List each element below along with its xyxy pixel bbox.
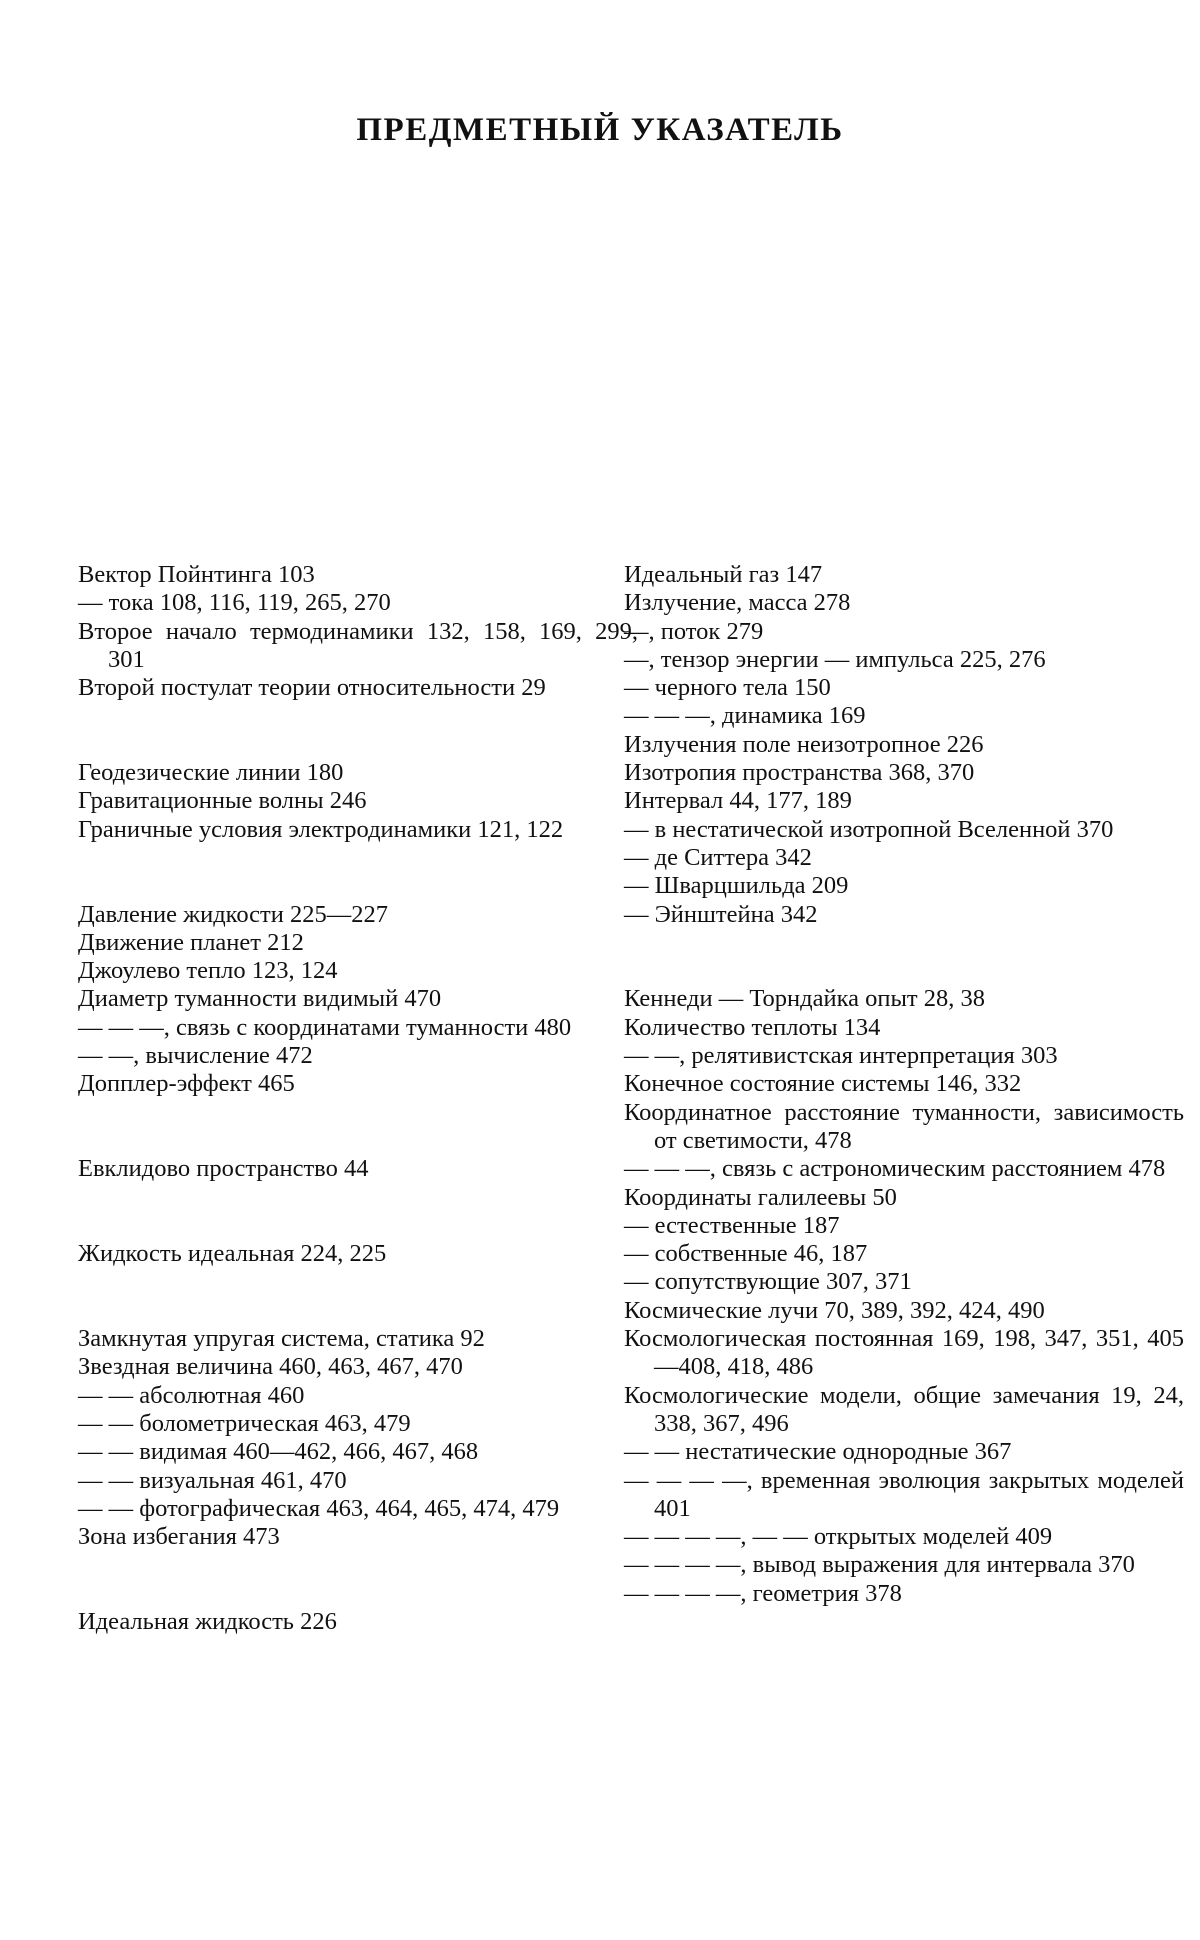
index-entry: Идеальный газ 147 bbox=[624, 561, 823, 588]
index-entry: Допплер-эффект 465 bbox=[78, 1070, 295, 1098]
index-entry: — —, релятивистская интерпретация 303 bbox=[624, 1042, 1058, 1070]
index-entry: — — нестатические однородные 367 bbox=[624, 1438, 1012, 1466]
index-entry: — — —, связь с координатами туманности 480 bbox=[78, 1013, 572, 1041]
section-gap bbox=[624, 929, 1184, 986]
index-entry: Зона избегания 473 bbox=[78, 1523, 280, 1551]
page-title: ПРЕДМЕТНЫЙ УКАЗАТЕЛЬ bbox=[356, 112, 844, 148]
index-entry: Космологические модели, общие замечания 19, 24, 338, 367, 496 bbox=[624, 1381, 1184, 1437]
index-entry: — — абсолютная 460 bbox=[78, 1381, 305, 1409]
section-gap bbox=[78, 1099, 638, 1156]
index-entry: — — видимая 460—462, 466, 467, 468 bbox=[78, 1438, 479, 1466]
index-entry: — собственные 46, 187 bbox=[624, 1240, 868, 1268]
index-entry: Изотропия пространства 368, 370 bbox=[624, 759, 975, 787]
index-entry: Интервал 44, 177, 189 bbox=[624, 787, 852, 815]
index-column-right bbox=[624, 561, 1184, 1608]
index-entry: Граничные условия электродинамики 121, 122 bbox=[78, 815, 564, 843]
section-gap bbox=[78, 844, 638, 901]
index-entry: Замкнутая упругая система, статика 92 bbox=[78, 1325, 485, 1353]
index-entry: — сопутствующие 307, 371 bbox=[624, 1268, 912, 1296]
index-entry: Координатное расстояние туманности, зависимость от светимости, 478 bbox=[624, 1098, 1184, 1154]
index-entry: —, тензор энергии — импульса 225, 276 bbox=[624, 645, 1046, 673]
index-entry: — — —, динамика 169 bbox=[624, 702, 866, 730]
index-entry: — — — —, вывод выражения для интервала 370 bbox=[624, 1551, 1135, 1579]
index-entry: — — болометрическая 463, 479 bbox=[78, 1409, 411, 1437]
index-entry: Количество теплоты 134 bbox=[624, 1013, 881, 1041]
section-gap bbox=[78, 1551, 638, 1608]
index-entry: — — — —, геометрия 378 bbox=[624, 1579, 902, 1607]
index-entry: — Эйнштейна 342 bbox=[624, 900, 818, 928]
index-entry: — — — —, временная эволюция закрытых моделей 401 bbox=[624, 1466, 1184, 1522]
index-column-left bbox=[78, 561, 638, 1636]
index-entry: Евклидово пространство 44 bbox=[78, 1155, 369, 1183]
index-entry: Излучение, масса 278 bbox=[624, 589, 851, 617]
index-entry: — де Ситтера 342 bbox=[624, 843, 812, 871]
index-entry: Второе начало термодинамики 132, 158, 169, 299, 301 bbox=[78, 617, 638, 673]
index-entry: Второй постулат теории относительности 29 bbox=[78, 674, 546, 702]
section-gap bbox=[78, 702, 638, 759]
index-entry: Излучения поле неизотропное 226 bbox=[624, 730, 984, 758]
index-entry: — —, вычисление 472 bbox=[78, 1042, 313, 1070]
index-entry: Звездная величина 460, 463, 467, 470 bbox=[78, 1353, 463, 1381]
index-entry: Движение планет 212 bbox=[78, 928, 304, 956]
index-entry: Джоулево тепло 123, 124 bbox=[78, 957, 338, 985]
index-entry: — в нестатической изотропной Вселенной 370 bbox=[624, 815, 1114, 843]
index-entry: Жидкость идеальная 224, 225 bbox=[78, 1240, 387, 1268]
index-entry: —, поток 279 bbox=[624, 617, 764, 645]
index-entry: Диаметр туманности видимый 470 bbox=[78, 985, 442, 1013]
index-entry: Геодезические линии 180 bbox=[78, 759, 344, 787]
index-entry: Космические лучи 70, 389, 392, 424, 490 bbox=[624, 1296, 1045, 1324]
index-entry: Идеальная жидкость 226 bbox=[78, 1607, 337, 1635]
index-entry: Конечное состояние системы 146, 332 bbox=[624, 1070, 1022, 1098]
index-entry: Координаты галилеевы 50 bbox=[624, 1183, 897, 1211]
index-entry: — черного тела 150 bbox=[624, 674, 831, 702]
index-entry: — — фотографическая 463, 464, 465, 474, 479 bbox=[78, 1494, 560, 1522]
index-entry: — — — —, — — открытых моделей 409 bbox=[624, 1523, 1053, 1551]
index-entry: Вектор Пойнтинга 103 bbox=[78, 561, 315, 588]
index-entry: Давление жидкости 225—227 bbox=[78, 900, 388, 928]
index-entry: Космологическая постоянная 169, 198, 347, 351, 405—408, 418, 486 bbox=[624, 1325, 1184, 1381]
index-entry: — тока 108, 116, 119, 265, 270 bbox=[78, 589, 391, 617]
index-entry: — — визуальная 461, 470 bbox=[78, 1466, 347, 1494]
index-entry: — Шварцшильда 209 bbox=[624, 872, 849, 900]
index-entry: Гравитационные волны 246 bbox=[78, 787, 367, 815]
section-gap bbox=[78, 1184, 638, 1241]
index-entry: Кеннеди — Торндайка опыт 28, 38 bbox=[624, 985, 986, 1013]
index-entry: — естественные 187 bbox=[624, 1211, 840, 1239]
index-entry: — — —, связь с астрономическим расстоянием 478 bbox=[624, 1155, 1166, 1183]
section-gap bbox=[78, 1268, 638, 1325]
